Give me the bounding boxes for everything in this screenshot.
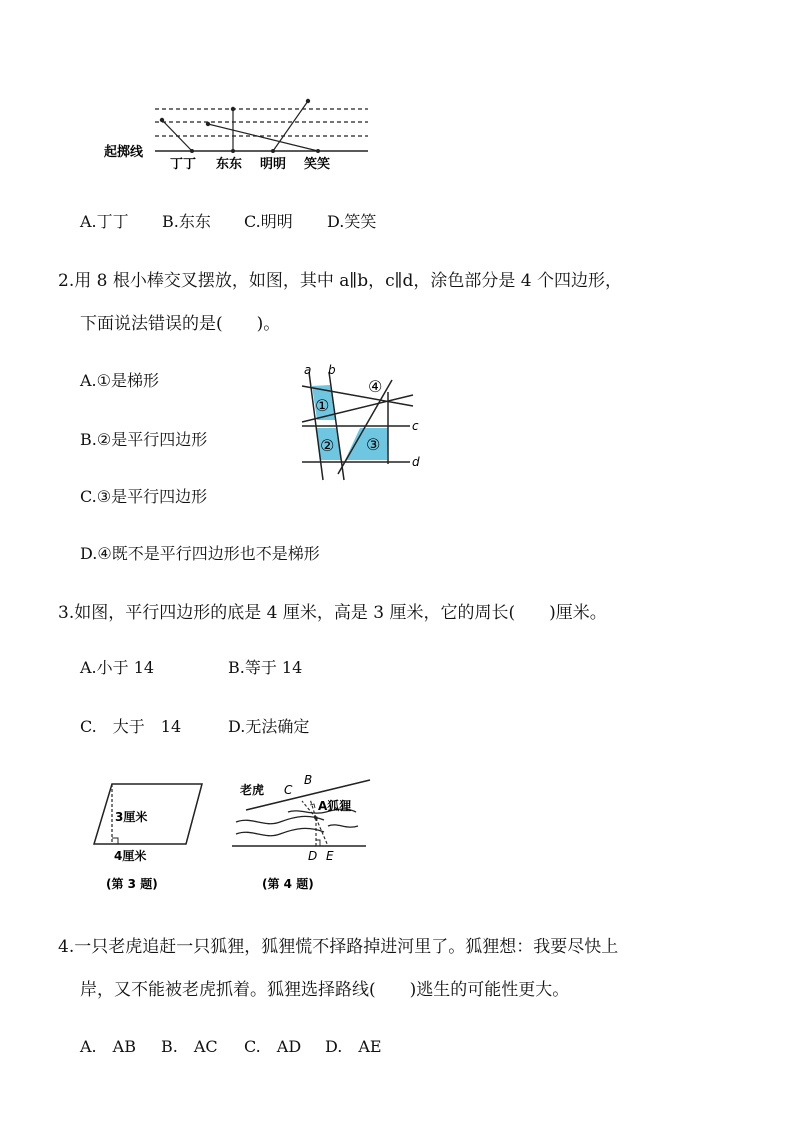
point-label-e: E bbox=[326, 849, 334, 863]
q4-option-d[interactable]: D. AE bbox=[325, 1037, 382, 1056]
start-line-label: 起掷线 bbox=[104, 145, 144, 160]
line-label-d: d bbox=[412, 455, 420, 469]
name-label: 笑笑 bbox=[304, 157, 331, 172]
base-label: 4厘米 bbox=[114, 849, 147, 863]
q3-option-d[interactable]: D.无法确定 bbox=[228, 717, 310, 736]
tiger-label: 老虎 bbox=[240, 783, 265, 797]
name-label: 东东 bbox=[216, 157, 243, 172]
q4-stem-line2: 岸，又不能被老虎抓着。狐狸选择路线( )逃生的可能性更大。 bbox=[80, 980, 570, 1000]
point-label-b: B bbox=[304, 773, 313, 787]
fox-label: A狐狸 bbox=[318, 799, 352, 813]
q3-stem-line1: 3.如图，平行四边形的底是 4 厘米，高是 3 厘米，它的周长( )厘米。 bbox=[58, 603, 607, 623]
height-label: 3厘米 bbox=[115, 810, 148, 824]
sticks-figure bbox=[298, 362, 438, 484]
q1-option-b[interactable]: B.东东 bbox=[162, 212, 211, 231]
q3-option-a[interactable]: A.小于 14 bbox=[80, 658, 155, 677]
figure-caption: (第 4 题) bbox=[262, 877, 314, 891]
q2-option-b[interactable]: B.②是平行四边形 bbox=[80, 430, 208, 449]
q4-option-b[interactable]: B. AC bbox=[161, 1037, 218, 1056]
region-label-2: ② bbox=[320, 436, 335, 455]
point-label-c: C bbox=[284, 783, 293, 797]
q2-stem-line1: 2.用 8 根小棒交叉摆放，如图，其中 a∥b，c∥d，涂色部分是 4 个四边形， bbox=[58, 271, 622, 291]
region-label-1: ① bbox=[315, 396, 330, 415]
line-label-c: c bbox=[412, 419, 419, 433]
q1-option-c[interactable]: C.明明 bbox=[244, 212, 293, 231]
parallelogram-figure bbox=[84, 776, 210, 896]
name-label: 丁丁 bbox=[170, 157, 197, 172]
figure-caption: (第 3 题) bbox=[106, 877, 158, 891]
q4-stem-line1: 4.一只老虎追赶一只狐狸，狐狸慌不择路掉进河里了。狐狸想：我要尽快上 bbox=[58, 937, 619, 957]
q2-option-c[interactable]: C.③是平行四边形 bbox=[80, 487, 208, 506]
region-label-4: ④ bbox=[368, 377, 383, 396]
q4-option-a[interactable]: A. AB bbox=[80, 1037, 136, 1056]
line-label-b: b bbox=[328, 363, 336, 377]
line-label-a: a bbox=[304, 363, 312, 377]
q1-option-d[interactable]: D.笑笑 bbox=[327, 212, 377, 231]
region-label-3: ③ bbox=[366, 435, 381, 454]
river-figure bbox=[228, 770, 378, 896]
point-label-d: D bbox=[308, 849, 318, 863]
q3-option-c[interactable]: C. 大于 14 bbox=[80, 717, 182, 736]
q3-option-b[interactable]: B.等于 14 bbox=[228, 658, 303, 677]
q2-option-a[interactable]: A.①是梯形 bbox=[80, 371, 159, 390]
run-figure bbox=[100, 95, 380, 175]
q2-stem-line2: 下面说法错误的是( )。 bbox=[80, 314, 281, 334]
q4-option-c[interactable]: C. AD bbox=[244, 1037, 302, 1056]
q1-option-a[interactable]: A.丁丁 bbox=[80, 212, 129, 231]
q2-option-d[interactable]: D.④既不是平行四边形也不是梯形 bbox=[80, 544, 320, 563]
name-label: 明明 bbox=[260, 157, 287, 172]
